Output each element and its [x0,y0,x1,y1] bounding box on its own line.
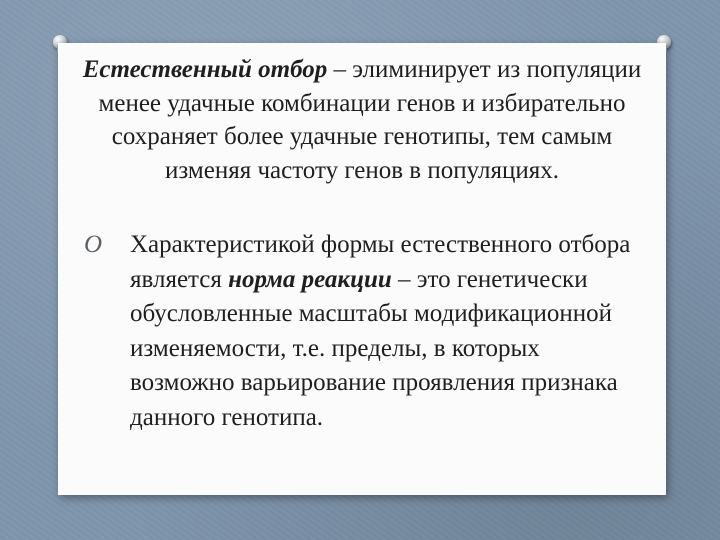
bullet-text-after: – это генетически обусловленные масштабы модификационной изменяемости, т.е. пределы, в которых возможно варьирование проявления признака данного генотипа. [130,265,618,431]
bullet-paragraph [84,228,644,435]
definition-text: – элиминирует из популяции менее удачные комбинации генов и избирательно сохраняет более удачные генотипы, тем самым изменяя частоту генов в популяциях. [98,56,642,184]
definition-paragraph [76,53,648,187]
bullet-text-before: Характеристикой формы естественного отбора является [130,231,631,293]
definition-term: Естественный отбор [82,56,328,83]
bullet-marker: O [84,231,103,258]
bullet-term: норма реакции [228,265,392,293]
bullet-item [84,228,644,435]
